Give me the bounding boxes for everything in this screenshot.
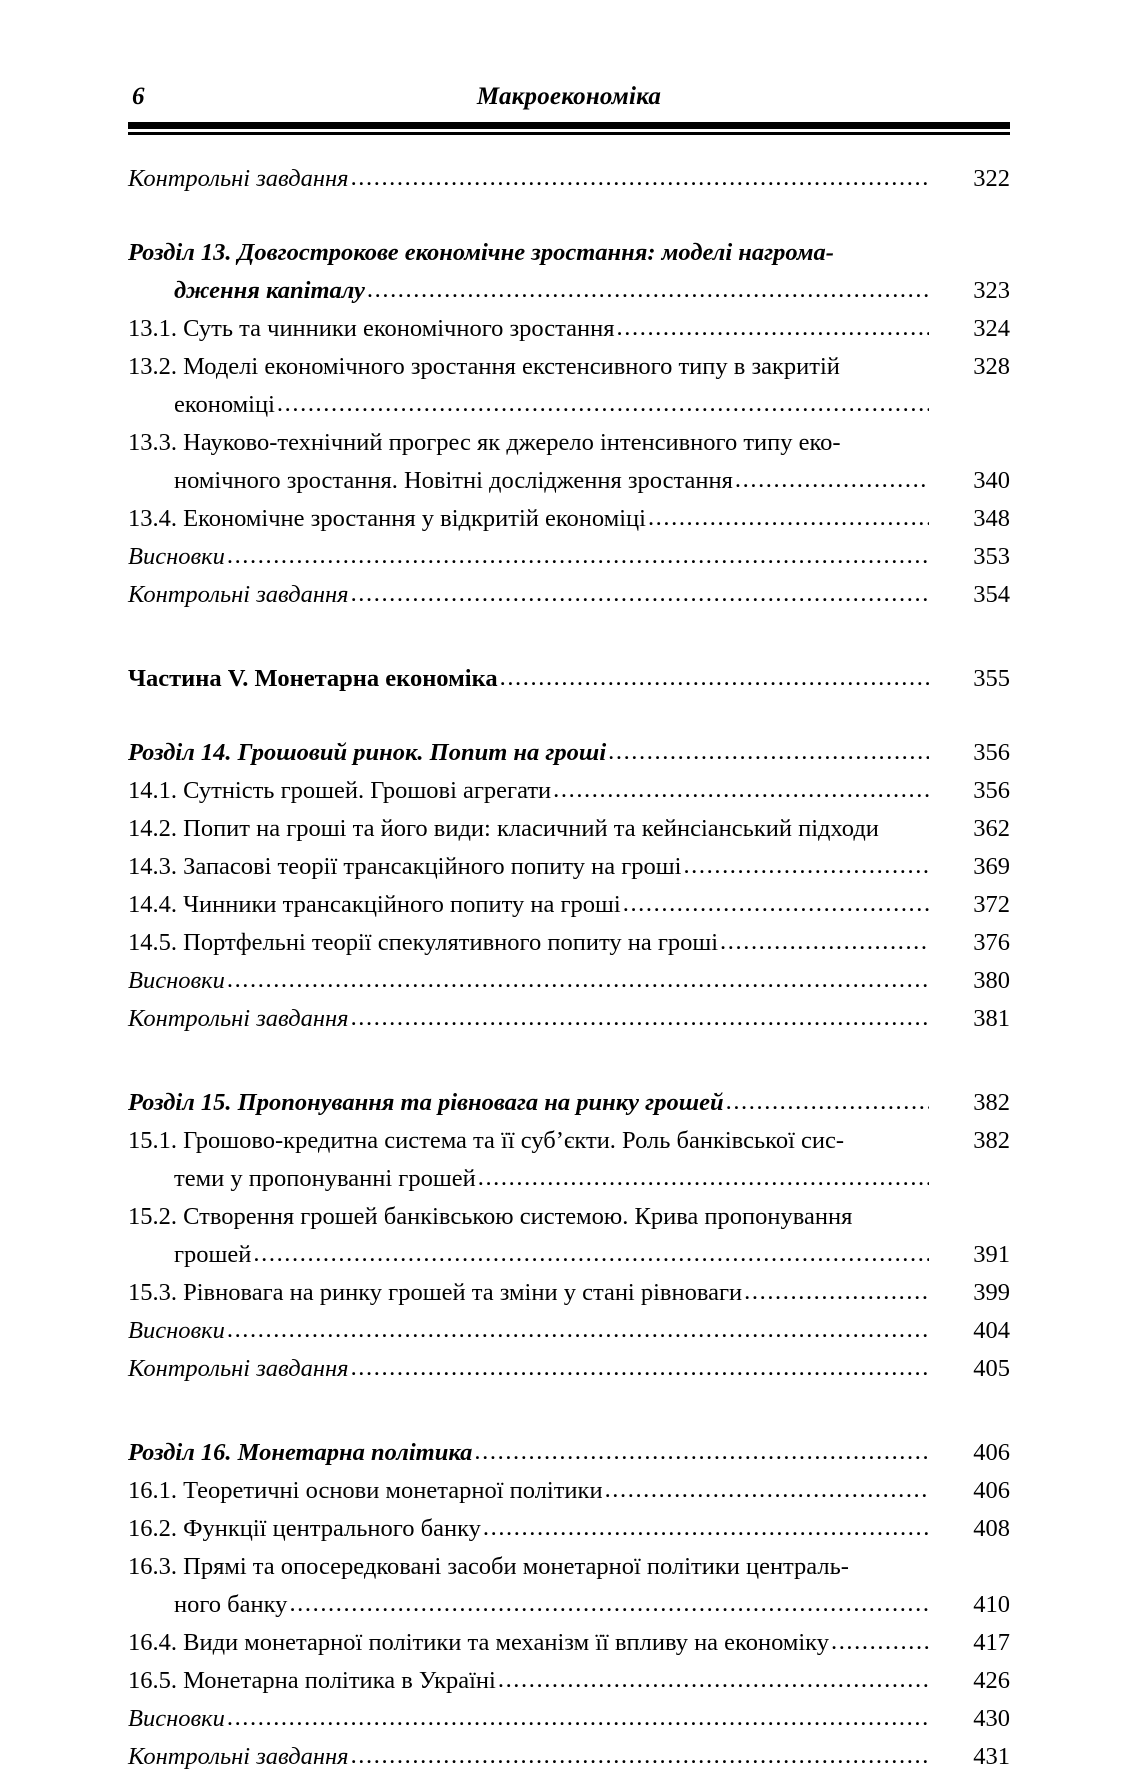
- toc-entry-title: дження капіталу: [174, 277, 365, 304]
- toc-entry-line: [128, 1510, 1010, 1548]
- toc-page-number: 356: [973, 739, 1010, 766]
- toc-entry-line: [128, 1434, 1010, 1472]
- toc-entry-line: [128, 462, 1010, 500]
- toc-entry-line: [128, 962, 1010, 1000]
- toc-page-number: 372: [973, 891, 1010, 918]
- toc-entry-title: Контрольні завдання: [128, 581, 349, 608]
- toc-entry[interactable]: [128, 1084, 1010, 1122]
- toc-entry-title: Розділ 16. Монетарна політика: [128, 1439, 473, 1466]
- toc-entry[interactable]: [128, 1700, 1010, 1738]
- dot-leader: [227, 961, 929, 999]
- toc-entry[interactable]: [128, 886, 1010, 924]
- toc-entry[interactable]: [128, 1472, 1010, 1510]
- toc-entry-line: [128, 1548, 1010, 1586]
- toc-page-number: 328: [973, 353, 1010, 380]
- dot-leader: [735, 461, 929, 499]
- dot-leader: [474, 1433, 929, 1471]
- toc-entry-title: 16.4. Види монетарної політики та механізм її впливу на економіку: [128, 1629, 829, 1656]
- toc-entry[interactable]: [128, 734, 1010, 772]
- toc-entry-title: 15.3. Рівновага на ринку грошей та зміни у стані рівноваги: [128, 1279, 743, 1306]
- dot-leader: [351, 159, 929, 197]
- toc-page-number: 323: [973, 277, 1010, 304]
- dot-leader: [720, 923, 929, 961]
- toc-entry-line: [128, 1350, 1010, 1388]
- toc-entry-title: ного банку: [174, 1591, 288, 1618]
- toc-entry[interactable]: [128, 660, 1010, 698]
- toc-entry-title: 14.1. Сутність грошей. Грошові агрегати: [128, 777, 552, 804]
- toc-page-number: 355: [973, 665, 1010, 692]
- toc-entry-line: [128, 272, 1010, 310]
- toc-page-number: 399: [973, 1279, 1010, 1306]
- toc-entry-title: 13.2. Моделі економічного зростання екстенсивного типу в закритій: [128, 353, 840, 380]
- dot-leader: [831, 1623, 929, 1661]
- toc-entry-line: [128, 1236, 1010, 1274]
- dot-leader: [623, 885, 929, 923]
- toc-entry[interactable]: [128, 1198, 1010, 1274]
- dot-leader: [648, 499, 929, 537]
- dot-leader: [605, 1471, 929, 1509]
- dot-leader: [351, 1737, 929, 1775]
- toc-entry-title: Контрольні завдання: [128, 165, 349, 192]
- toc-entry-title: Розділ 13. Довгострокове економічне зростання: моделі нагрома-: [128, 239, 834, 266]
- toc-entry-line: [128, 660, 1010, 698]
- toc-entry-line: [128, 386, 1010, 424]
- toc-entry-title: 16.3. Прямі та опосередковані засоби монетарної політики централь-: [128, 1553, 849, 1580]
- toc-entry-line: [128, 848, 1010, 886]
- toc-entry[interactable]: [128, 160, 1010, 198]
- toc-entry-title: Розділ 15. Пропонування та рівновага на ринку грошей: [128, 1089, 724, 1116]
- toc-entry-line: [128, 1624, 1010, 1662]
- toc-entry-line: [128, 1472, 1010, 1510]
- dot-leader: [617, 309, 929, 347]
- toc-entry[interactable]: [128, 348, 1010, 424]
- toc-entry-title: 13.4. Економічне зростання у відкритій економіці: [128, 505, 646, 532]
- toc-entry[interactable]: [128, 924, 1010, 962]
- toc-entry-line: [128, 1700, 1010, 1738]
- toc-page-number: 382: [973, 1089, 1010, 1116]
- toc-entry[interactable]: [128, 1350, 1010, 1388]
- toc-page-number: 353: [973, 543, 1010, 570]
- dot-leader: [227, 537, 929, 575]
- toc-entry-title: 14.4. Чинники трансакційного попиту на гроші: [128, 891, 621, 918]
- toc-entry-title: 14.5. Портфельні теорії спекулятивного попиту на гроші: [128, 929, 719, 956]
- toc-entry[interactable]: [128, 1738, 1010, 1776]
- toc-page-number: 406: [973, 1439, 1010, 1466]
- toc-entry-line: [128, 576, 1010, 614]
- dot-leader: [277, 385, 929, 423]
- toc-entry-title: 16.5. Монетарна політика в Україні: [128, 1667, 496, 1694]
- toc-entry-title: 16.2. Функції центрального банку: [128, 1515, 481, 1542]
- toc-entry-line: [128, 772, 1010, 810]
- header-rule: [128, 122, 1010, 135]
- dot-leader: [351, 575, 929, 613]
- toc-entry-line: [128, 234, 1010, 272]
- toc-entry-title: 15.2. Створення грошей банківською системою. Крива пропонування: [128, 1203, 853, 1230]
- toc-page-number: 408: [973, 1515, 1010, 1542]
- toc-entry-line: [128, 886, 1010, 924]
- toc-page-number: 324: [973, 315, 1010, 342]
- header-rule-thin: [128, 132, 1010, 135]
- toc-entry-line: [128, 424, 1010, 462]
- toc-entry-title: 14.2. Попит на гроші та його види: класичний та кейнсіанський підходи: [128, 815, 879, 842]
- toc-page-number: 348: [973, 505, 1010, 532]
- toc-entry-line: [128, 1122, 1010, 1160]
- toc-page-number: 381: [973, 1005, 1010, 1032]
- toc-entry-line: [128, 160, 1010, 198]
- toc-entry[interactable]: [128, 424, 1010, 500]
- header-rule-thick: [128, 122, 1010, 129]
- toc-entry-title: Розділ 14. Грошовий ринок. Попит на гроші: [128, 739, 607, 766]
- toc-entry-title: 13.1. Суть та чинники економічного зростання: [128, 315, 615, 342]
- toc-entry-title: грошей: [174, 1241, 252, 1268]
- toc-entry-line: [128, 310, 1010, 348]
- toc-entry[interactable]: [128, 1510, 1010, 1548]
- toc-entry[interactable]: [128, 1662, 1010, 1700]
- toc-entry-title: 14.3. Запасові теорії трансакційного попиту на гроші: [128, 853, 682, 880]
- dot-leader: [498, 1661, 929, 1699]
- dot-leader: [744, 1273, 929, 1311]
- toc-entry-title: Висновки: [128, 1705, 225, 1732]
- dot-leader: [483, 1509, 929, 1547]
- toc-entry-title: 13.3. Науково-технічний прогрес як джерело інтенсивного типу еко-: [128, 429, 841, 456]
- toc-entry-title: 16.1. Теоретичні основи монетарної політики: [128, 1477, 603, 1504]
- dot-leader: [367, 271, 929, 309]
- toc-entry-title: Контрольні завдання: [128, 1005, 349, 1032]
- toc-entry[interactable]: [128, 810, 1010, 848]
- toc-entry[interactable]: [128, 576, 1010, 614]
- toc-page-number: 322: [973, 165, 1010, 192]
- toc-entry-title: номічного зростання. Новітні дослідження зростання: [174, 467, 733, 494]
- toc-entry[interactable]: [128, 1122, 1010, 1198]
- toc-page-number: 369: [973, 853, 1010, 880]
- toc-entry[interactable]: [128, 1000, 1010, 1038]
- toc-entry-title: Частина V. Монетарна економіка: [128, 665, 498, 692]
- running-head: [128, 82, 1010, 116]
- toc-entry[interactable]: [128, 500, 1010, 538]
- toc-page-number: 380: [973, 967, 1010, 994]
- toc-entry-title: Висновки: [128, 543, 225, 570]
- toc-entry-line: [128, 1312, 1010, 1350]
- toc-entry-line: [128, 1000, 1010, 1038]
- dot-leader: [478, 1159, 929, 1197]
- toc-entry[interactable]: [128, 1624, 1010, 1662]
- toc-entry[interactable]: [128, 538, 1010, 576]
- toc-page-number: 382: [973, 1127, 1010, 1154]
- toc-entry-title: теми у пропонуванні грошей: [174, 1165, 476, 1192]
- toc-page-number: 362: [973, 815, 1010, 842]
- toc-entry[interactable]: [128, 310, 1010, 348]
- toc-page-number: 391: [973, 1241, 1010, 1268]
- toc-entry-title: Контрольні завдання: [128, 1355, 349, 1382]
- toc-entry-line: [128, 348, 1010, 386]
- dot-leader: [227, 1699, 929, 1737]
- toc-entry[interactable]: [128, 962, 1010, 1000]
- page-folio-number: 6: [132, 83, 145, 110]
- running-head-title: Макроекономіка: [476, 83, 662, 110]
- toc-entry-title: економіці: [174, 391, 275, 418]
- toc-entry-line: [128, 810, 1010, 848]
- toc-entry-title: Висновки: [128, 967, 225, 994]
- toc-page-number: 356: [973, 777, 1010, 804]
- dot-leader: [253, 1235, 929, 1273]
- toc-entry[interactable]: [128, 234, 1010, 310]
- toc-entry[interactable]: [128, 1548, 1010, 1624]
- toc-entry-line: [128, 1662, 1010, 1700]
- dot-leader: [608, 733, 929, 771]
- toc-entry[interactable]: [128, 1312, 1010, 1350]
- dot-leader: [726, 1083, 929, 1121]
- toc-page-number: 426: [973, 1667, 1010, 1694]
- toc-entry-line: [128, 734, 1010, 772]
- toc-page-number: 404: [973, 1317, 1010, 1344]
- toc-entry-line: [128, 1084, 1010, 1122]
- dot-leader: [351, 1349, 929, 1387]
- toc-page-number: 354: [973, 581, 1010, 608]
- dot-leader: [553, 771, 929, 809]
- toc-entry-line: [128, 924, 1010, 962]
- toc-entry-title: Висновки: [128, 1317, 225, 1344]
- toc-entry-line: [128, 1160, 1010, 1198]
- toc-page-number: 340: [973, 467, 1010, 494]
- toc-page-number: 405: [973, 1355, 1010, 1382]
- dot-leader: [500, 659, 929, 697]
- toc-page-number: 376: [973, 929, 1010, 956]
- dot-leader: [351, 999, 929, 1037]
- toc-entry-line: [128, 1586, 1010, 1624]
- toc-entry-line: [128, 500, 1010, 538]
- toc-page-number: 431: [973, 1743, 1010, 1770]
- toc-page-number: 417: [973, 1629, 1010, 1656]
- toc-page-number: 406: [973, 1477, 1010, 1504]
- toc-entry[interactable]: [128, 772, 1010, 810]
- toc-entry-title: 15.1. Грошово-кредитна система та її суб’єкти. Роль банківської сис-: [128, 1127, 845, 1154]
- dot-leader: [227, 1311, 929, 1349]
- toc-page-number: 430: [973, 1705, 1010, 1732]
- toc-entry[interactable]: [128, 1434, 1010, 1472]
- toc-entry-title: Контрольні завдання: [128, 1743, 349, 1770]
- toc-entry-line: [128, 538, 1010, 576]
- toc-page-number: 410: [973, 1591, 1010, 1618]
- toc-entry[interactable]: [128, 1274, 1010, 1312]
- table-of-contents: [128, 160, 1010, 1776]
- dot-leader: [289, 1585, 929, 1623]
- toc-entry[interactable]: [128, 848, 1010, 886]
- toc-entry-line: [128, 1738, 1010, 1776]
- dot-leader: [683, 847, 929, 885]
- toc-entry-line: [128, 1274, 1010, 1312]
- toc-entry-line: [128, 1198, 1010, 1236]
